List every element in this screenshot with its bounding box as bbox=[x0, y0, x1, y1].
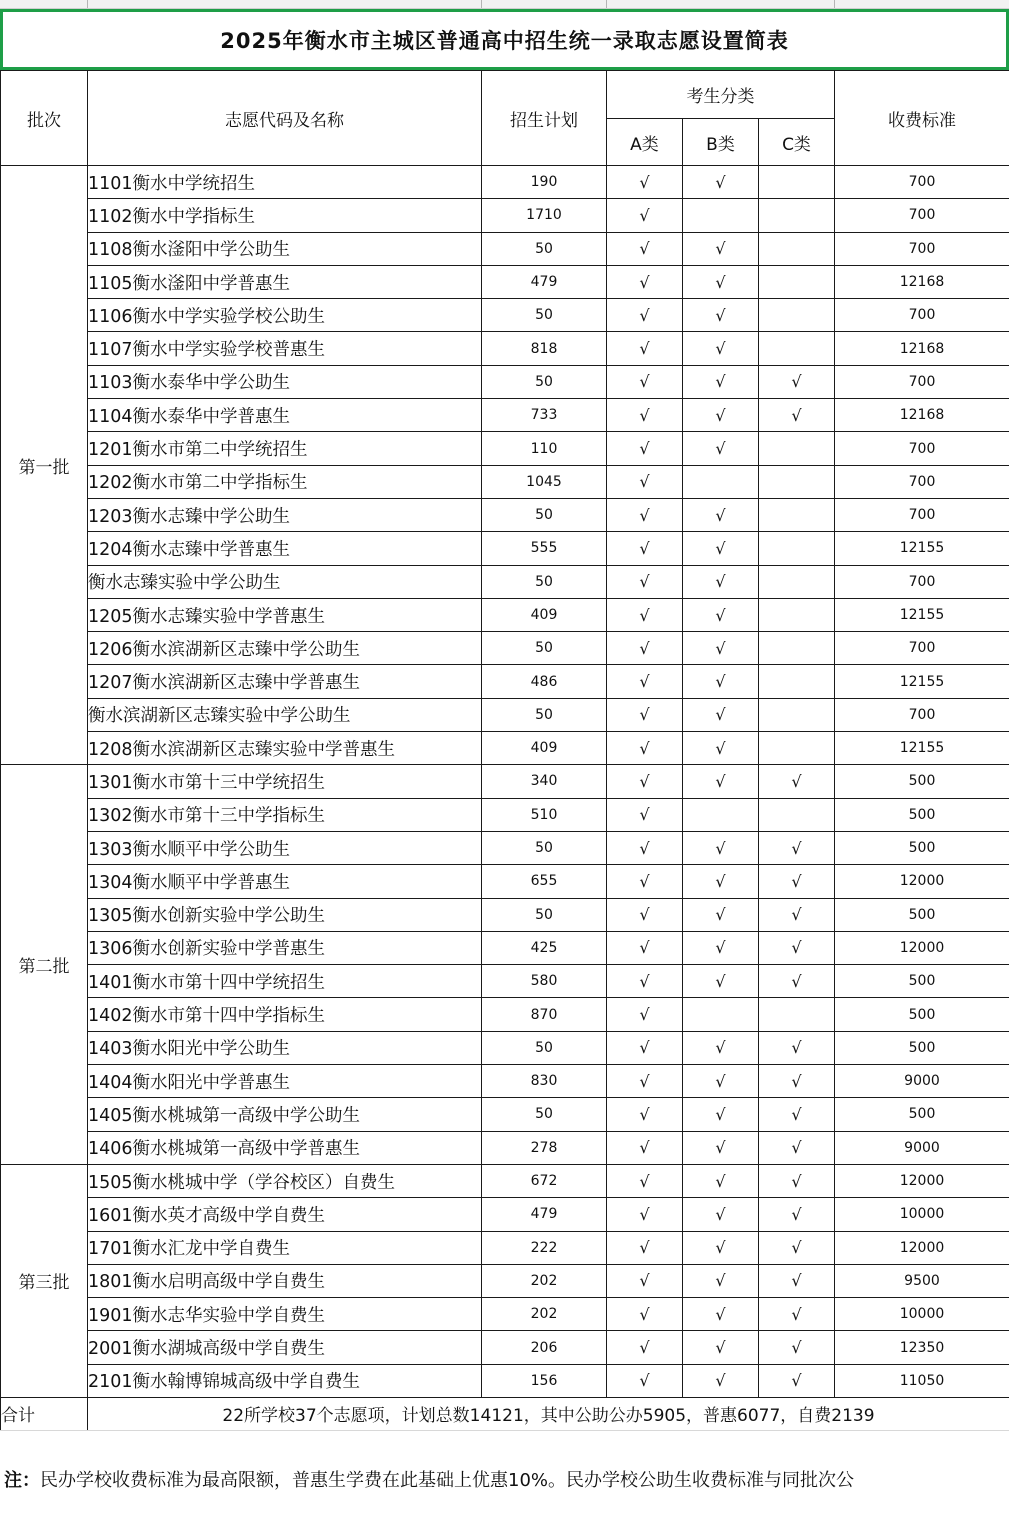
enrollment-plan: 50 bbox=[482, 365, 607, 398]
enrollment-plan: 50 bbox=[482, 565, 607, 598]
category-a-check: √ bbox=[607, 166, 683, 199]
category-a-check: √ bbox=[607, 632, 683, 665]
category-c-check bbox=[759, 166, 835, 199]
school-name: 1601衡水英才高级中学自费生 bbox=[88, 1198, 482, 1231]
category-a-check: √ bbox=[607, 965, 683, 998]
fee-standard: 500 bbox=[835, 898, 1009, 931]
school-name: 1505衡水桃城中学（学谷校区）自费生 bbox=[88, 1164, 482, 1197]
fee-standard: 700 bbox=[835, 632, 1009, 665]
category-b-check: √ bbox=[683, 898, 759, 931]
category-c-check: √ bbox=[759, 1131, 835, 1164]
category-a-check: √ bbox=[607, 465, 683, 498]
category-b-check: √ bbox=[683, 232, 759, 265]
enrollment-plan: 202 bbox=[482, 1298, 607, 1331]
category-c-check: √ bbox=[759, 1164, 835, 1197]
header-cat-b: B类 bbox=[683, 119, 759, 166]
category-c-check: √ bbox=[759, 1098, 835, 1131]
table-row bbox=[1, 865, 1009, 898]
fee-standard: 12155 bbox=[835, 665, 1009, 698]
category-a-check: √ bbox=[607, 498, 683, 531]
table-row bbox=[1, 732, 1009, 765]
school-name: 1108衡水滏阳中学公助生 bbox=[88, 232, 482, 265]
category-b-check: √ bbox=[683, 1364, 759, 1397]
enrollment-plan: 555 bbox=[482, 532, 607, 565]
table-row bbox=[1, 465, 1009, 498]
category-c-check bbox=[759, 665, 835, 698]
footnote-prefix: 注： bbox=[4, 1470, 40, 1491]
category-c-check: √ bbox=[759, 1264, 835, 1297]
table-body bbox=[1, 166, 1009, 1398]
category-c-check bbox=[759, 498, 835, 531]
category-c-check bbox=[759, 798, 835, 831]
category-c-check bbox=[759, 598, 835, 631]
table-row bbox=[1, 365, 1009, 398]
fee-standard: 500 bbox=[835, 998, 1009, 1031]
fee-standard: 12000 bbox=[835, 1164, 1009, 1197]
category-a-check: √ bbox=[607, 831, 683, 864]
category-b-check: √ bbox=[683, 698, 759, 731]
fee-standard: 500 bbox=[835, 765, 1009, 798]
school-name: 1302衡水市第十三中学指标生 bbox=[88, 798, 482, 831]
school-name: 1208衡水滨湖新区志臻实验中学普惠生 bbox=[88, 732, 482, 765]
category-a-check: √ bbox=[607, 1131, 683, 1164]
enrollment-plan: 733 bbox=[482, 399, 607, 432]
enrollment-plan: 425 bbox=[482, 931, 607, 964]
school-name: 1104衡水泰华中学普惠生 bbox=[88, 399, 482, 432]
fee-standard: 12155 bbox=[835, 532, 1009, 565]
school-name: 1204衡水志臻中学普惠生 bbox=[88, 532, 482, 565]
top-strip bbox=[0, 0, 1009, 9]
school-name: 1801衡水启明高级中学自费生 bbox=[88, 1264, 482, 1297]
table-row bbox=[1, 1164, 1009, 1197]
school-name: 1401衡水市第十四中学统招生 bbox=[88, 965, 482, 998]
table-title: 2025年衡水市主城区普通高中招生统一录取志愿设置简表 bbox=[0, 9, 1009, 70]
school-name: 1901衡水志华实验中学自费生 bbox=[88, 1298, 482, 1331]
school-name: 1405衡水桃城第一高级中学公助生 bbox=[88, 1098, 482, 1131]
school-name: 1106衡水中学实验学校公助生 bbox=[88, 299, 482, 332]
category-c-check bbox=[759, 232, 835, 265]
enrollment-plan: 50 bbox=[482, 898, 607, 931]
category-c-check: √ bbox=[759, 1231, 835, 1264]
enrollment-plan: 1710 bbox=[482, 199, 607, 232]
table-row bbox=[1, 1031, 1009, 1064]
school-name: 1102衡水中学指标生 bbox=[88, 199, 482, 232]
category-b-check: √ bbox=[683, 1065, 759, 1098]
school-name: 1107衡水中学实验学校普惠生 bbox=[88, 332, 482, 365]
header-plan: 招生计划 bbox=[482, 71, 607, 166]
school-name: 1301衡水市第十三中学统招生 bbox=[88, 765, 482, 798]
table-row bbox=[1, 598, 1009, 631]
category-c-check: √ bbox=[759, 1031, 835, 1064]
school-name: 1205衡水志臻实验中学普惠生 bbox=[88, 598, 482, 631]
enrollment-plan: 222 bbox=[482, 1231, 607, 1264]
category-b-check: √ bbox=[683, 632, 759, 665]
batch-label: 第三批 bbox=[1, 1164, 88, 1397]
category-b-check bbox=[683, 465, 759, 498]
enrollment-plan: 50 bbox=[482, 299, 607, 332]
category-a-check: √ bbox=[607, 365, 683, 398]
category-b-check: √ bbox=[683, 1331, 759, 1364]
table-row bbox=[1, 265, 1009, 298]
category-a-check: √ bbox=[607, 232, 683, 265]
table-row bbox=[1, 199, 1009, 232]
fee-standard: 700 bbox=[835, 565, 1009, 598]
fee-standard: 700 bbox=[835, 498, 1009, 531]
school-name: 衡水滨湖新区志臻实验中学公助生 bbox=[88, 698, 482, 731]
category-a-check: √ bbox=[607, 532, 683, 565]
fee-standard: 12155 bbox=[835, 598, 1009, 631]
fee-standard: 9000 bbox=[835, 1131, 1009, 1164]
category-a-check: √ bbox=[607, 865, 683, 898]
category-a-check: √ bbox=[607, 265, 683, 298]
school-name: 1103衡水泰华中学公助生 bbox=[88, 365, 482, 398]
fee-standard: 9000 bbox=[835, 1065, 1009, 1098]
enrollment-plan: 340 bbox=[482, 765, 607, 798]
category-c-check bbox=[759, 732, 835, 765]
enrollment-plan: 110 bbox=[482, 432, 607, 465]
category-c-check bbox=[759, 532, 835, 565]
category-c-check: √ bbox=[759, 1298, 835, 1331]
enrollment-plan: 50 bbox=[482, 1031, 607, 1064]
category-a-check: √ bbox=[607, 1231, 683, 1264]
school-name: 1404衡水阳光中学普惠生 bbox=[88, 1065, 482, 1098]
header-cat-c: C类 bbox=[759, 119, 835, 166]
category-a-check: √ bbox=[607, 1331, 683, 1364]
table-row bbox=[1, 665, 1009, 698]
category-c-check: √ bbox=[759, 931, 835, 964]
category-b-check: √ bbox=[683, 1231, 759, 1264]
divider bbox=[0, 1430, 1009, 1431]
header-category: 考生分类 bbox=[607, 71, 835, 119]
fee-standard: 12350 bbox=[835, 1331, 1009, 1364]
category-b-check: √ bbox=[683, 1164, 759, 1197]
table-row bbox=[1, 1131, 1009, 1164]
footnote-text: 民办学校收费标准为最高限额，普惠生学费在此基础上优惠10%。民办学校公助生收费标准与同批次公 bbox=[40, 1470, 855, 1491]
enrollment-plan: 830 bbox=[482, 1065, 607, 1098]
enrollment-plan: 50 bbox=[482, 698, 607, 731]
category-a-check: √ bbox=[607, 1198, 683, 1231]
table-row bbox=[1, 532, 1009, 565]
category-c-check bbox=[759, 698, 835, 731]
table-row bbox=[1, 1231, 1009, 1264]
table-row bbox=[1, 632, 1009, 665]
table-row bbox=[1, 299, 1009, 332]
category-a-check: √ bbox=[607, 399, 683, 432]
enrollment-plan: 486 bbox=[482, 665, 607, 698]
fee-standard: 10000 bbox=[835, 1198, 1009, 1231]
table-row bbox=[1, 332, 1009, 365]
fee-standard: 700 bbox=[835, 365, 1009, 398]
table-row bbox=[1, 166, 1009, 199]
fee-standard: 700 bbox=[835, 166, 1009, 199]
header-fee: 收费标准 bbox=[835, 71, 1009, 166]
category-c-check bbox=[759, 998, 835, 1031]
enrollment-plan: 580 bbox=[482, 965, 607, 998]
category-b-check: √ bbox=[683, 332, 759, 365]
category-b-check: √ bbox=[683, 765, 759, 798]
fee-standard: 500 bbox=[835, 1031, 1009, 1064]
fee-standard: 9500 bbox=[835, 1264, 1009, 1297]
school-name: 1207衡水滨湖新区志臻中学普惠生 bbox=[88, 665, 482, 698]
enrollment-plan: 818 bbox=[482, 332, 607, 365]
fee-standard: 500 bbox=[835, 965, 1009, 998]
enrollment-plan: 156 bbox=[482, 1364, 607, 1397]
category-a-check: √ bbox=[607, 1298, 683, 1331]
total-label: 合计 bbox=[1, 1397, 88, 1430]
enrollment-plan: 655 bbox=[482, 865, 607, 898]
school-name: 1406衡水桃城第一高级中学普惠生 bbox=[88, 1131, 482, 1164]
fee-standard: 700 bbox=[835, 232, 1009, 265]
fee-standard: 700 bbox=[835, 432, 1009, 465]
category-a-check: √ bbox=[607, 432, 683, 465]
school-name: 1403衡水阳光中学公助生 bbox=[88, 1031, 482, 1064]
footnote bbox=[4, 1466, 1009, 1494]
fee-standard: 11050 bbox=[835, 1364, 1009, 1397]
fee-standard: 12155 bbox=[835, 732, 1009, 765]
category-b-check: √ bbox=[683, 1264, 759, 1297]
table-row bbox=[1, 798, 1009, 831]
fee-standard: 12000 bbox=[835, 1231, 1009, 1264]
fee-standard: 12000 bbox=[835, 865, 1009, 898]
table-row bbox=[1, 1298, 1009, 1331]
admission-table bbox=[0, 70, 1009, 1431]
enrollment-plan: 870 bbox=[482, 998, 607, 1031]
batch-label: 第二批 bbox=[1, 765, 88, 1165]
table-row bbox=[1, 565, 1009, 598]
category-c-check: √ bbox=[759, 765, 835, 798]
enrollment-plan: 202 bbox=[482, 1264, 607, 1297]
school-name: 1304衡水顺平中学普惠生 bbox=[88, 865, 482, 898]
enrollment-plan: 206 bbox=[482, 1331, 607, 1364]
school-name: 1201衡水市第二中学统招生 bbox=[88, 432, 482, 465]
category-c-check: √ bbox=[759, 898, 835, 931]
category-b-check: √ bbox=[683, 299, 759, 332]
enrollment-plan: 278 bbox=[482, 1131, 607, 1164]
category-c-check bbox=[759, 565, 835, 598]
total-summary: 22所学校37个志愿项，计划总数14121，其中公助公办5905，普惠6077，自费2139 bbox=[88, 1397, 1009, 1430]
enrollment-plan: 409 bbox=[482, 732, 607, 765]
category-c-check bbox=[759, 199, 835, 232]
category-c-check: √ bbox=[759, 365, 835, 398]
table-row bbox=[1, 498, 1009, 531]
category-b-check: √ bbox=[683, 665, 759, 698]
table-row bbox=[1, 232, 1009, 265]
category-b-check: √ bbox=[683, 399, 759, 432]
table-row bbox=[1, 965, 1009, 998]
category-a-check: √ bbox=[607, 565, 683, 598]
school-name: 1203衡水志臻中学公助生 bbox=[88, 498, 482, 531]
table-row bbox=[1, 399, 1009, 432]
category-b-check: √ bbox=[683, 1031, 759, 1064]
category-b-check bbox=[683, 998, 759, 1031]
table-row bbox=[1, 831, 1009, 864]
enrollment-plan: 1045 bbox=[482, 465, 607, 498]
category-c-check bbox=[759, 265, 835, 298]
table-row bbox=[1, 931, 1009, 964]
enrollment-plan: 479 bbox=[482, 1198, 607, 1231]
enrollment-plan: 50 bbox=[482, 632, 607, 665]
category-b-check: √ bbox=[683, 565, 759, 598]
fee-standard: 700 bbox=[835, 465, 1009, 498]
category-a-check: √ bbox=[607, 898, 683, 931]
category-a-check: √ bbox=[607, 665, 683, 698]
category-b-check: √ bbox=[683, 365, 759, 398]
header-name: 志愿代码及名称 bbox=[88, 71, 482, 166]
category-a-check: √ bbox=[607, 1264, 683, 1297]
category-b-check: √ bbox=[683, 1298, 759, 1331]
table-row bbox=[1, 1331, 1009, 1364]
school-name: 衡水志臻实验中学公助生 bbox=[88, 565, 482, 598]
category-b-check: √ bbox=[683, 166, 759, 199]
category-c-check: √ bbox=[759, 1331, 835, 1364]
enrollment-plan: 510 bbox=[482, 798, 607, 831]
enrollment-plan: 409 bbox=[482, 598, 607, 631]
category-b-check: √ bbox=[683, 965, 759, 998]
school-name: 1402衡水市第十四中学指标生 bbox=[88, 998, 482, 1031]
fee-standard: 10000 bbox=[835, 1298, 1009, 1331]
category-a-check: √ bbox=[607, 598, 683, 631]
category-a-check: √ bbox=[607, 1164, 683, 1197]
category-c-check bbox=[759, 299, 835, 332]
school-name: 1306衡水创新实验中学普惠生 bbox=[88, 931, 482, 964]
category-c-check: √ bbox=[759, 831, 835, 864]
category-b-check: √ bbox=[683, 1198, 759, 1231]
enrollment-plan: 672 bbox=[482, 1164, 607, 1197]
school-name: 1206衡水滨湖新区志臻中学公助生 bbox=[88, 632, 482, 665]
fee-standard: 500 bbox=[835, 798, 1009, 831]
fee-standard: 12168 bbox=[835, 265, 1009, 298]
fee-standard: 700 bbox=[835, 698, 1009, 731]
enrollment-plan: 190 bbox=[482, 166, 607, 199]
fee-standard: 12168 bbox=[835, 332, 1009, 365]
school-name: 2101衡水翰博锦城高级中学自费生 bbox=[88, 1364, 482, 1397]
category-b-check: √ bbox=[683, 732, 759, 765]
table-row bbox=[1, 698, 1009, 731]
school-name: 2001衡水湖城高级中学自费生 bbox=[88, 1331, 482, 1364]
category-c-check bbox=[759, 632, 835, 665]
school-name: 1202衡水市第二中学指标生 bbox=[88, 465, 482, 498]
fee-standard: 500 bbox=[835, 831, 1009, 864]
category-a-check: √ bbox=[607, 1031, 683, 1064]
category-b-check: √ bbox=[683, 1131, 759, 1164]
enrollment-plan: 50 bbox=[482, 1098, 607, 1131]
category-c-check: √ bbox=[759, 1364, 835, 1397]
category-b-check: √ bbox=[683, 432, 759, 465]
category-a-check: √ bbox=[607, 332, 683, 365]
category-a-check: √ bbox=[607, 1098, 683, 1131]
category-c-check: √ bbox=[759, 1065, 835, 1098]
category-a-check: √ bbox=[607, 199, 683, 232]
category-b-check: √ bbox=[683, 931, 759, 964]
school-name: 1701衡水汇龙中学自费生 bbox=[88, 1231, 482, 1264]
category-b-check: √ bbox=[683, 265, 759, 298]
enrollment-plan: 50 bbox=[482, 498, 607, 531]
table-row bbox=[1, 1098, 1009, 1131]
table-row bbox=[1, 898, 1009, 931]
category-b-check: √ bbox=[683, 598, 759, 631]
school-name: 1105衡水滏阳中学普惠生 bbox=[88, 265, 482, 298]
category-a-check: √ bbox=[607, 1065, 683, 1098]
category-a-check: √ bbox=[607, 732, 683, 765]
category-a-check: √ bbox=[607, 299, 683, 332]
table-row bbox=[1, 1264, 1009, 1297]
table-row bbox=[1, 1065, 1009, 1098]
batch-label: 第一批 bbox=[1, 166, 88, 765]
category-c-check bbox=[759, 332, 835, 365]
fee-standard: 12000 bbox=[835, 931, 1009, 964]
category-a-check: √ bbox=[607, 998, 683, 1031]
enrollment-plan: 50 bbox=[482, 232, 607, 265]
school-name: 1303衡水顺平中学公助生 bbox=[88, 831, 482, 864]
fee-standard: 700 bbox=[835, 299, 1009, 332]
table-row bbox=[1, 1364, 1009, 1397]
fee-standard: 12168 bbox=[835, 399, 1009, 432]
category-c-check bbox=[759, 432, 835, 465]
category-a-check: √ bbox=[607, 798, 683, 831]
category-a-check: √ bbox=[607, 765, 683, 798]
category-c-check: √ bbox=[759, 865, 835, 898]
table-row bbox=[1, 998, 1009, 1031]
category-c-check: √ bbox=[759, 965, 835, 998]
header-cat-a: A类 bbox=[607, 119, 683, 166]
fee-standard: 500 bbox=[835, 1098, 1009, 1131]
category-b-check bbox=[683, 199, 759, 232]
enrollment-plan: 479 bbox=[482, 265, 607, 298]
table-row bbox=[1, 1198, 1009, 1231]
school-name: 1101衡水中学统招生 bbox=[88, 166, 482, 199]
category-c-check bbox=[759, 465, 835, 498]
enrollment-plan: 50 bbox=[482, 831, 607, 864]
category-b-check: √ bbox=[683, 1098, 759, 1131]
category-b-check: √ bbox=[683, 865, 759, 898]
header-batch: 批次 bbox=[1, 71, 88, 166]
table-row bbox=[1, 432, 1009, 465]
category-c-check: √ bbox=[759, 1198, 835, 1231]
category-b-check: √ bbox=[683, 532, 759, 565]
school-name: 1305衡水创新实验中学公助生 bbox=[88, 898, 482, 931]
category-a-check: √ bbox=[607, 1364, 683, 1397]
category-a-check: √ bbox=[607, 698, 683, 731]
category-b-check bbox=[683, 798, 759, 831]
category-c-check: √ bbox=[759, 399, 835, 432]
fee-standard: 700 bbox=[835, 199, 1009, 232]
category-b-check: √ bbox=[683, 831, 759, 864]
category-b-check: √ bbox=[683, 498, 759, 531]
table-row bbox=[1, 765, 1009, 798]
category-a-check: √ bbox=[607, 931, 683, 964]
